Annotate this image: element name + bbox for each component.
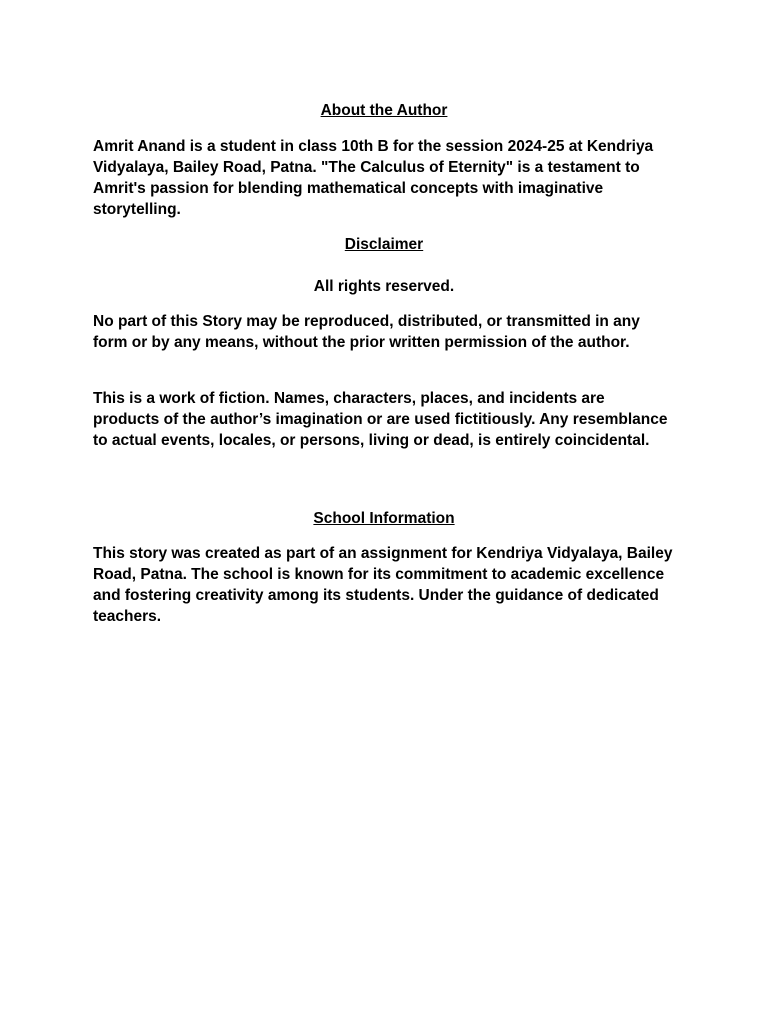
school-information-paragraph: This story was created as part of an assignment for Kendriya Vidyalaya, Bailey Road, Patna. The school is known for its commitment to academic excellence and fostering creativity among its students. Under the guidance of dedicated teachers. [93, 545, 673, 625]
disclaimer-heading: Disclaimer [344, 236, 424, 253]
disclaimer-paragraph-reproduction: No part of this Story may be reproduced, distributed, or transmitted in any form or by any means, without the prior written permission of the author. [93, 313, 640, 351]
about-author-heading: About the Author [320, 102, 448, 119]
about-author-paragraph: Amrit Anand is a student in class 10th B for the session 2024-25 at Kendriya Vidyalaya, Bailey Road, Patna. "The Calculus of Eternity" is a testament to Amrit's passion for blending mathematical concepts with imaginative storytelling. [93, 138, 654, 218]
school-information-heading: School Information [313, 510, 455, 527]
rights-reserved-text: All rights reserved. [313, 278, 455, 295]
disclaimer-paragraph-fiction: This is a work of fiction. Names, characters, places, and incidents are products of the author’s imagination or are used fictitiously. Any resemblance to actual events, locales, or persons, living or dead, is entirely coincidental. [93, 390, 668, 449]
